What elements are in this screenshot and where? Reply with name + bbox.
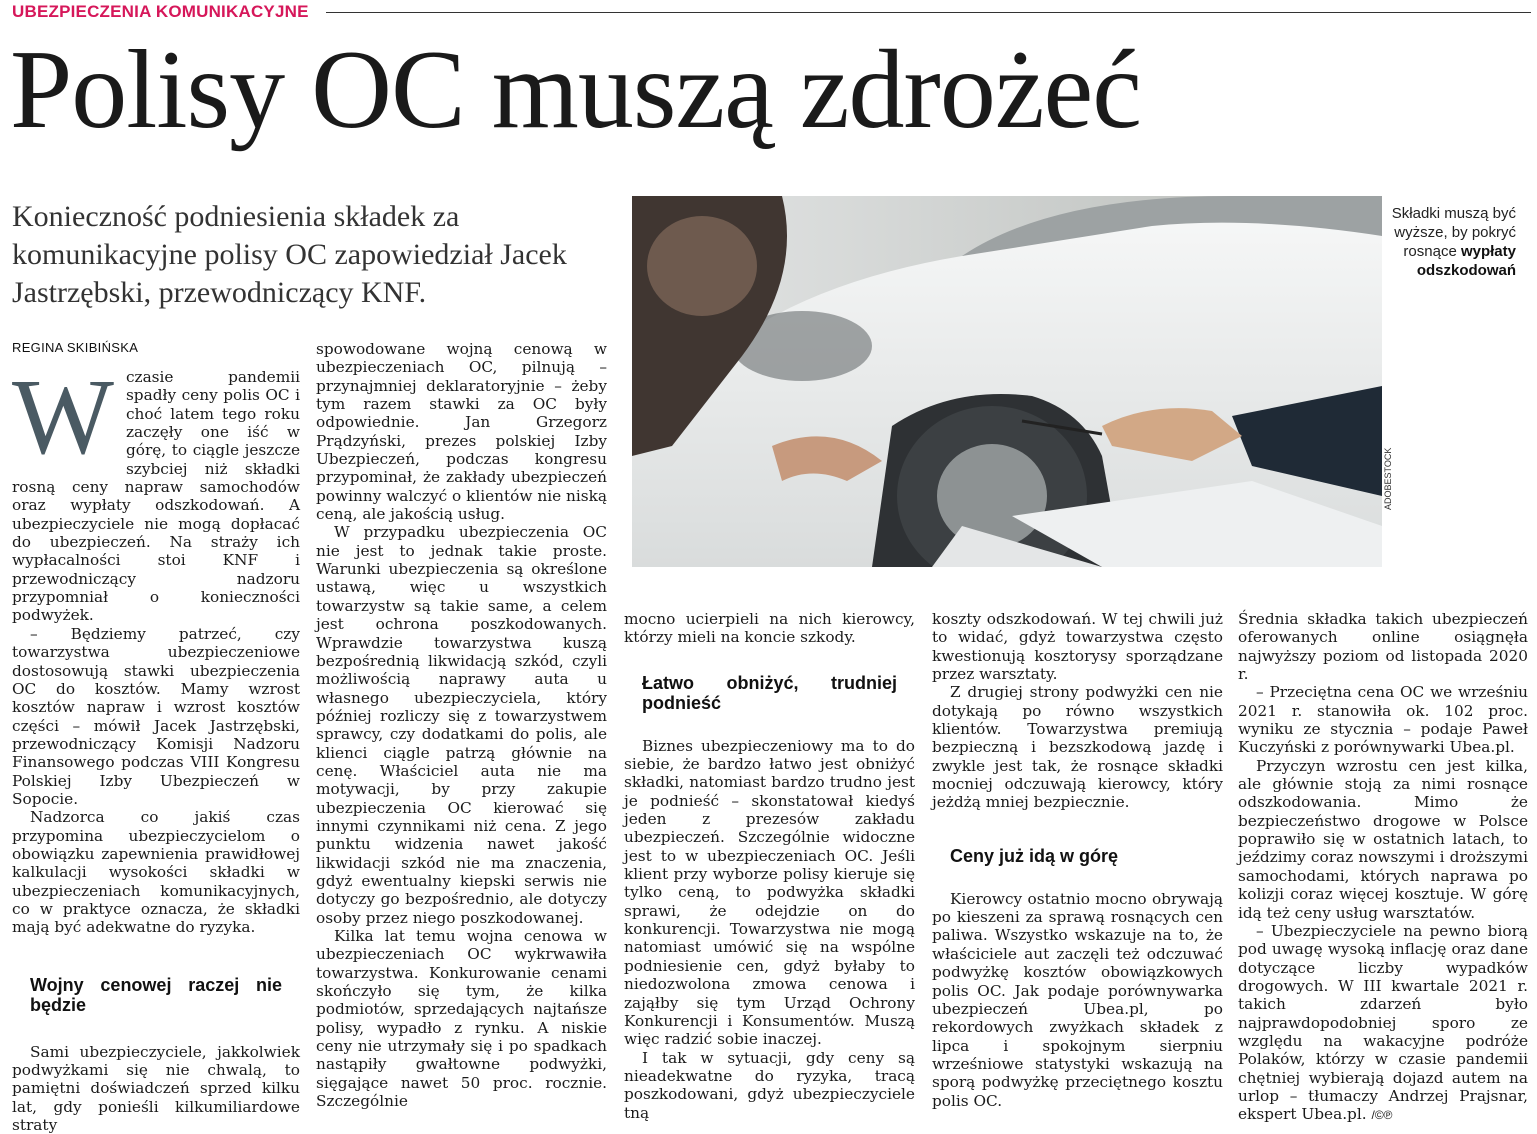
section-rule [326, 12, 1531, 13]
subheading: Wojny cenowej raczej nie będzie [30, 974, 282, 1015]
paragraph: Kierowcy ostatnio mocno obrywają po kieszeni za sprawą rosnących cen paliwa. Wszystko wskazuje na to, że właściciele aut zaczęli też odczuwać podwyżkę kosztów obowiązkowych polis OC. Jak podaje porównywarka ubezpieczeń Ubea.pl, po rekordowych zwyżkach składek z lipca i spokojnym sierpniu wrześniowe statystyki wskazują na sporą podwyżkę przeciętnego kosztu polis OC. [932, 889, 1223, 1110]
paragraph: – Będziemy patrzeć, czy towarzystwa ubezpieczeniowe dostosowują stawki ubezpieczenia OC do kosztów. Mamy wzrost kosztów napraw i wzrost kosztów części – mówił Jacek Jastrzębski, przewodniczący Komisji Nadzoru Finansowego podczas VIII Kongresu Polskiej Izby Ubezpieczeń w Sopocie. [12, 624, 300, 808]
column-5 [1238, 610, 1528, 1125]
column-4 [932, 610, 1223, 1110]
caption-text: Składki muszą być wyższe, by pokryć rosnące [1391, 205, 1516, 260]
paragraph: Sami ubezpieczyciele, jakkolwiek podwyżkami się nie chwalą, to pamiętni doświadczeń sprzed kilku lat, gdy ponieśli kilkumiliardowe straty [12, 1042, 300, 1134]
paragraph: spowodowane wojną cenową w ubezpieczeniach OC, pilnują – przynajmniej deklaratoryjnie – żeby tym razem stawki za OC były odpowiednie. Jan Grzegorz Prądzyński, prezes polskiej Izby Ubezpieczeń, podczas kongresu przypominał, że zakłady ubezpieczeń powinny walczyć o klientów nie niską ceną, ale jakością usług. [316, 340, 607, 524]
column-3 [624, 610, 915, 1122]
car-damage-photo [632, 196, 1382, 567]
lead-paragraph: Konieczność podniesienia składek za komunikacyjne polisy OC zapowiedział Jacek Jastrzębski, przewodniczący KNF. [12, 200, 567, 309]
paragraph: mocno ucierpieli na nich kierowcy, którzy mieli na koncie szkody. [624, 610, 915, 647]
paragraph: koszty odszkodowań. W tej chwili już to widać, gdyż towarzystwa często kwestionują kosztorysy sporządzane przez warsztaty. [932, 610, 1223, 684]
subheading: Łatwo obniżyć, trudniej podnieść [642, 672, 897, 713]
drop-cap: W [12, 358, 114, 477]
paragraph: – Przeciętna cena OC we wrześniu 2021 r. stanowiła ok. 102 proc. wyniku ze stycznia – podaje Paweł Kuczyński z porównywarki Ubea.pl. [1238, 683, 1528, 757]
paragraph-text: – Ubezpieczyciele na pewno biorą pod uwagę wysoką inflację oraz dane dotyczące liczby wypadków drogowych. W III kwartale 2021 r. takich zdarzeń było najprawdopodobniej sporo ze względu na wakacyjne podróże Polaków, którzy w czasie pandemii chętniej wybierają dojazd autem na urlop – tłumaczy Andrzej Prajsnar, ekspert Ubea.pl. [1238, 921, 1528, 1124]
paragraph: Biznes ubezpieczeniowy ma to do siebie, że bardzo łatwo jest obniżyć składki, natomiast bardzo trudno jest je podnieść – skonstatował kiedyś jeden z prezesów zakładu ubezpieczeń. Szczególnie widoczne jest to w ubezpieczeniach OC. Jeśli klient przy wyborze polisy kieruje się tylko ceną, to podwyżka składki sprawi, że odejdzie on do konkurencji. Towarzystwa nie mogą natomiast umówić się na wspólne podniesienie cen, gdyż byłaby to niedozwolona zmowa cenowa i zająłby się tym Urząd Ochrony Konkurencji i Konsumentów. Muszą więc radzić sobie inaczej. [624, 736, 915, 1049]
paragraph [1238, 922, 1528, 1125]
section-label: UBEZPIECZENIA KOMUNIKACYJNE [12, 2, 309, 21]
byline: REGINA SKIBIŃSKA [12, 340, 139, 355]
photo-caption [1388, 204, 1516, 280]
paragraph: Kilka lat temu wojna cenowa w ubezpieczeniach OC wykrwawiła towarzystwa. Konkurowanie cenami skończyło się tym, że kilka podmiotów, sprzedających najtańsze polisy, wypadło z rynku. A niskie ceny nie utrzymały się i po spadkach nastąpiły gwałtowne podwyżki, sięgające nawet 50 proc. rocznie. Szczególnie [316, 927, 607, 1111]
paragraph: W przypadku ubezpieczenia OC nie jest to jednak takie proste. Warunki ubezpieczenia są określone ustawą, więc u wszystkich towarzystw są takie same, a celem jest ochrona poszkodowanych. Wprawdzie towarzystwa kuszą bezpośrednią likwidacją szkód, czyli możliwością naprawy auta u własnego ubezpieczyciela, który później rozliczy się z towarzystwem sprawcy, czy dodatkami do polis, ale klienci ciągle patrzą głównie na cenę. Właściciel auta nie ma motywacji, by przy zakupie ubezpieczenia OC kierować się innymi czynnikami niż cena. Z jego punktu widzenia nawet jakość likwidacji szkód nie ma znaczenia, gdyż ewentualny kiepski serwis nie dotyczy go bezpośrednio, ale dotyczy osoby przez niego poszkodowanej. [316, 523, 607, 927]
paragraph: Średnia składka takich ubezpieczeń oferowanych online osiągnęła najwyższy poziom od listopada 2020 r. [1238, 610, 1528, 684]
paragraph: I tak w sytuacji, gdy ceny są nieadekwatne do ryzyka, tracą poszkodowani, gdyż ubezpieczyciele tną [624, 1048, 915, 1122]
article-photo [632, 196, 1382, 567]
column-2 [316, 340, 607, 1110]
photo-credit: ADOBESTOCK [1383, 447, 1393, 510]
caption-bold-text: wypłaty odszkodowań [1416, 243, 1516, 279]
paragraph: Przyczyn wzrostu cen jest kilka, ale głównie stoją za nimi rosnące odszkodowania. Mimo że bezpieczeństwo drogowe w Polsce poprawiło się w ostatnich latach, to jeździmy coraz nowszymi i droższymi samochodami, których naprawa po kolizji coraz więcej kosztuje. W górę idą też ceny usług warsztatów. [1238, 756, 1528, 922]
subheading: Ceny już idą w górę [950, 845, 1119, 866]
paragraph: Z drugiej strony podwyżki cen nie dotykają po równo wszystkich klientów. Towarzystwa premiują bezpieczną i bezszkodową jazdę i zwykle jest tak, że rosnące składki mocniej odczuwają kierowcy, który jeżdżą mniej bezpiecznie. [932, 683, 1223, 812]
end-mark: /©℗ [1371, 1108, 1393, 1123]
paragraph: Nadzorca co jakiś czas przypomina ubezpieczycielom o obowiązku zapewnienia prawidłowej kalkulacji wysokości składki w ubezpieczeniach komunikacyjnych, co w praktyce oznacza, że składki mają być adekwatne do ryzyka. [12, 808, 300, 937]
paragraph: czasie pandemii spadły ceny polis OC i choć latem tego roku zaczęły one iść w górę, to ciągle jeszcze szybciej niż składki rosną ceny napraw samochodów oraz wypłaty odszkodowań. A ubezpieczyciele nie mogą dopłacać do ubezpieczeń. Na straży ich wypłacalności stoi KNF i przewodniczący nadzoru przypomniał o konieczności podwyżek. [12, 368, 300, 625]
headline: Polisy OC muszą zdrożeć [10, 28, 1141, 152]
column-1 [12, 358, 300, 1134]
